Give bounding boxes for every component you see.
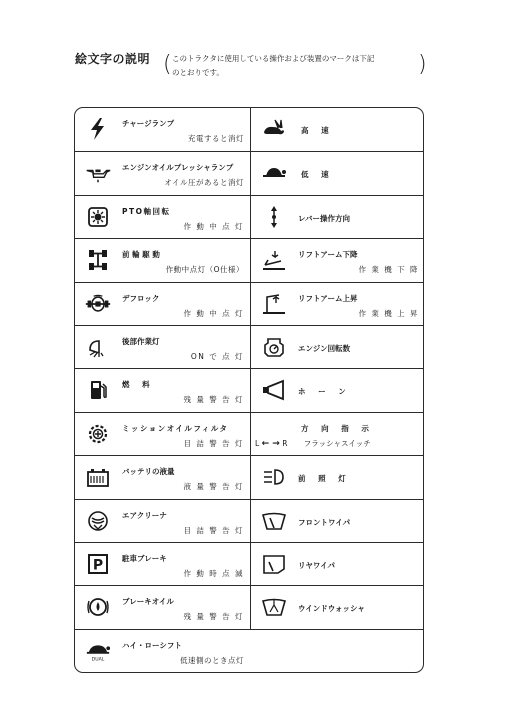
legend-item-lift-arm-down [251, 239, 425, 282]
horn-icon [257, 375, 291, 405]
item-sub-label: 作 動 中 点 灯 [183, 222, 244, 231]
engine-rpm-icon [257, 332, 291, 362]
item-label: 駐車ブレーキ [122, 554, 167, 563]
legend-item-rear-work-light [75, 326, 250, 369]
item-sub-label: 作 動 中 点 灯 [183, 309, 244, 318]
right-label: R [282, 439, 288, 448]
legend-item-high-speed [251, 108, 425, 151]
legend-item-turn-signal [251, 413, 425, 456]
item-label: リヤワイパ [298, 561, 335, 570]
legend-item-parking-brake [75, 543, 250, 586]
item-label: ミッションオイルフィルタ [122, 424, 229, 433]
parking-brake-icon [81, 549, 115, 579]
item-label: エアクリーナ [122, 511, 167, 520]
item-label: 燃 料 [122, 380, 155, 389]
legend-item-hi-low-shift [75, 630, 250, 673]
item-sub-label: 目 詰 警 告 灯 [183, 439, 244, 448]
oil-can-drop-icon [81, 158, 115, 188]
legend-item-lift-arm-up [251, 283, 425, 326]
legend-item-battery [75, 456, 250, 499]
item-label: ホ ー ン [298, 387, 351, 396]
paren-close: ) [418, 52, 427, 77]
item-sub-label: 充電すると消灯 [188, 134, 244, 143]
intro-note [163, 52, 427, 80]
front-wiper-icon [257, 506, 291, 536]
fuel-pump-icon [81, 375, 115, 405]
turn-signal-indicator [255, 438, 371, 449]
turtle-icon [257, 158, 291, 188]
rear-wiper-icon [257, 549, 291, 579]
item-label: エンジン回転数 [298, 344, 351, 353]
item-label: レバー操作方向 [298, 214, 350, 223]
legend-item-lever-direction [251, 196, 425, 239]
dual-text: DUAL [91, 657, 105, 663]
item-label: バッテリの液量 [122, 467, 175, 476]
item-label: 後部作業灯 [122, 337, 160, 346]
legend-item-charge-lamp [75, 108, 250, 151]
item-label: 前 照 灯 [298, 474, 351, 483]
differential-lock-icon [81, 289, 115, 319]
work-light-icon [81, 332, 115, 362]
item-label: 低 速 [301, 170, 334, 179]
item-sub-label: 低速側のとき点灯 [180, 656, 244, 665]
item-label: ウインドウォッシャ [298, 604, 365, 613]
legend-item-brake-oil [75, 586, 250, 629]
item-label: ブレーキオイル [122, 597, 174, 606]
front-axle-icon [81, 245, 115, 275]
brake-oil-icon [81, 592, 115, 622]
legend-item-transmission-filter [75, 413, 250, 456]
battery-icon [81, 462, 115, 492]
item-label: ハイ・ローシフト [122, 641, 182, 650]
item-label: PTO軸回転 [122, 207, 171, 216]
legend-item-window-washer [251, 586, 425, 629]
legend-item-fuel [75, 369, 250, 412]
item-sub-label: 作動中点灯（O仕様） [165, 265, 244, 274]
page-title: 絵文字の説明 [75, 52, 151, 66]
intro-note-line-1: このトラクタに使用している操作および装置のマークは下記 [172, 54, 375, 63]
item-sub-label: ON で 点 灯 [190, 352, 244, 361]
paren-open: ( [163, 52, 172, 77]
item-label: 高 速 [301, 126, 334, 135]
lever-direction-icon [257, 202, 291, 232]
symbol-legend-table [74, 107, 424, 673]
legend-item-front-wheel-drive [75, 239, 250, 282]
rabbit-icon [257, 114, 291, 144]
item-label: チャージランプ [122, 119, 175, 128]
item-label: リフトアーム上昇 [298, 294, 358, 303]
item-sub-label: 残 量 警 告 灯 [183, 612, 244, 621]
pto-icon [81, 202, 115, 232]
svg-text:P: P [92, 557, 104, 574]
legend-item-headlight [251, 456, 425, 499]
legend-item-oil-pressure [75, 152, 250, 195]
legend-item-low-speed [251, 152, 425, 195]
lift-arm-down-icon [257, 245, 291, 275]
hi-low-shift-icon [81, 636, 115, 666]
legend-item-horn [251, 369, 425, 412]
item-label: リフトアーム下降 [298, 250, 358, 259]
item-sub-label: 液 量 警 告 灯 [183, 482, 244, 491]
flasher-switch-label: フラッシャスイッチ [303, 439, 371, 448]
item-sub-label: 目 詰 警 告 灯 [183, 526, 244, 535]
item-sub-label: オイル圧があると消灯 [164, 178, 244, 187]
legend-item-air-cleaner [75, 500, 250, 543]
item-label: デフロック [122, 294, 160, 303]
legend-item-diff-lock [75, 283, 250, 326]
lightning-icon [81, 114, 115, 144]
item-sub-label: 作 業 機 上 昇 [358, 309, 419, 318]
legend-item-rear-wiper [251, 543, 425, 586]
item-label: 方 向 指 示 [301, 424, 374, 433]
legend-item-engine-rpm [251, 326, 425, 369]
air-cleaner-icon [81, 506, 115, 536]
item-label: フロントワイパ [298, 518, 351, 527]
headlight-icon [257, 462, 291, 492]
intro-note-line-2: のとおりです。 [172, 68, 224, 77]
item-sub-label: 作 業 機 下 降 [358, 265, 419, 274]
item-label: 前 輪 駆 動 [122, 250, 160, 259]
turn-arrows-icon: ← → [261, 439, 280, 449]
left-label: L [255, 439, 260, 448]
transmission-filter-icon [81, 419, 115, 449]
window-washer-icon [257, 592, 291, 622]
lift-arm-up-icon [257, 289, 291, 319]
legend-item-front-wiper [251, 500, 425, 543]
legend-item-pto [75, 196, 250, 239]
item-sub-label: 残 量 警 告 灯 [183, 395, 244, 404]
item-sub-label: 作 動 時 点 滅 [183, 569, 244, 578]
item-label: エンジンオイルプレッシャランプ [122, 163, 234, 172]
